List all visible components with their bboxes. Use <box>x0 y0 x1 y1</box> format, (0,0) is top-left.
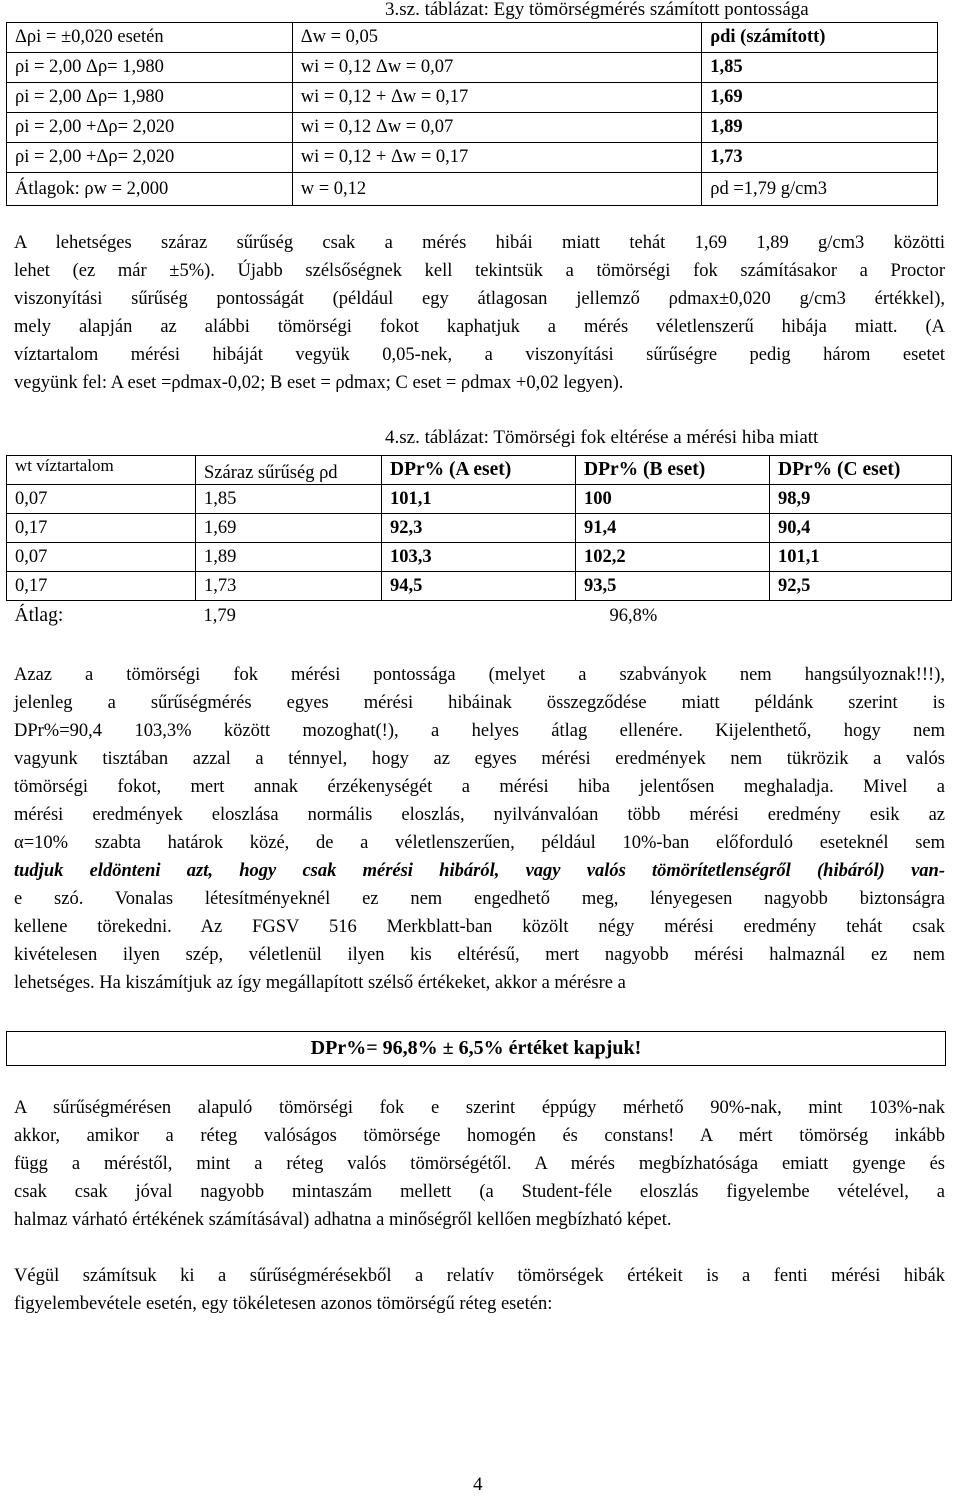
table1-row <box>7 83 938 113</box>
table1-row <box>7 113 938 143</box>
page-number: 4 <box>473 1474 483 1495</box>
table1-cell: ρi = 2,00 +Δρ= 2,020 <box>7 143 293 173</box>
table2-cell: 103,3 <box>382 543 576 572</box>
table1-row <box>7 53 938 83</box>
text-line: mely alapján az alábbi tömörségi fokot kaphatjuk a mérés véletlenszerű hibája miatt. (A <box>14 317 945 337</box>
table1-cell: wi = 0,12 + Δw = 0,17 <box>292 83 701 113</box>
table2-cell: 91,4 <box>576 514 770 543</box>
table1-cell: ρi = 2,00 +Δρ= 2,020 <box>7 113 293 143</box>
text-line: függ a méréstől, mint a réteg valós tömörségétől. A mérés megbízhatósága emiatt gyenge és <box>14 1154 945 1174</box>
table1-caption: 3.sz. táblázat: Egy tömörségmérés számított pontossága <box>385 0 809 20</box>
table2-caption: 4.sz. táblázat: Tömörségi fok eltérése a mérési hiba miatt <box>385 427 819 448</box>
table2-cell: 0,17 <box>7 572 196 601</box>
text-line: víztartalom mérési hibáját vegyük 0,05-nek, a viszonyítási sűrűségre pedig három esetet <box>14 345 945 365</box>
table2-row <box>7 514 952 543</box>
text-line: lehet (ez már ±5%). Újabb szélsőségnek kell tekintsük a tömörségi fok számításakor a Proctor <box>14 261 945 281</box>
table2-cell: 92,5 <box>770 572 952 601</box>
table1-header-cell: Δρi = ±0,020 esetén <box>7 23 293 53</box>
text-line: kivételesen ilyen szép, véletlenül ilyen kis eltérésű, mert nagyobb mérési halmaznál ez nem <box>14 945 945 965</box>
text-line: tömörségi fokot, mert annak érzékenységét a mérési hiba jelentősen meghaladja. Mivel a <box>14 777 945 797</box>
text-line: lehetséges. Ha kiszámítjuk az így megállapított szélső értékeket, akkor a mérésre a <box>14 973 626 993</box>
text-line: vegyünk fel: A eset =ρdmax-0,02; B eset = ρdmax; C eset = ρdmax +0,02 legyen). <box>14 373 624 393</box>
text-line: Végül számítsuk ki a sűrűségmérésekből a relatív tömörségek értékeit is a fenti mérési hibák <box>14 1266 945 1286</box>
table1-average-row <box>7 173 938 206</box>
table2-header-cell: DPr% (A eset) <box>382 456 576 485</box>
text-line: halmaz várható értékének számításával) adhatna a minőségről kellően megbízható képet. <box>14 1210 672 1230</box>
text-line: csak csak jóval nagyobb mintaszám mellett (a Student-féle eloszlás figyelembe vételével, a <box>14 1182 945 1202</box>
table2-cell: 0,07 <box>7 485 196 514</box>
table2-cell: 1,85 <box>196 485 382 514</box>
table2-cell: 0,07 <box>7 543 196 572</box>
table2-cell: 93,5 <box>576 572 770 601</box>
table2-header-cell: DPr% (B eset) <box>576 456 770 485</box>
table1-cell: wi = 0,12 Δw = 0,07 <box>292 53 701 83</box>
table1-avg-cell: Átlagok: ρw = 2,000 <box>7 173 293 206</box>
table2-row <box>7 485 952 514</box>
table1-header-cell: Δw = 0,05 <box>292 23 701 53</box>
paragraph-1 <box>14 229 945 397</box>
table2-average-row <box>7 601 952 632</box>
table1-cell: 1,89 <box>702 113 938 143</box>
text-line: α=10% szabta határok közé, de a véletlenszerűen, például 10%-ban előforduló eseteknél sem <box>14 833 945 853</box>
table1-avg-cell: ρd =1,79 g/cm3 <box>702 173 938 206</box>
table2-cell: 98,9 <box>770 485 952 514</box>
table1-avg-cell: w = 0,12 <box>292 173 701 206</box>
text-line: A lehetséges száraz sűrűség csak a mérés hibái miatt tehát 1,69 1,89 g/cm3 közötti <box>14 233 945 253</box>
text-line: jelenleg a sűrűségmérés egyes mérési hibáinak összegződése miatt példánk szerint is <box>14 693 945 713</box>
table2 <box>6 455 952 631</box>
text-line: akkor, amikor a réteg valóságos tömörsége homogén és constans! A mért tömörség inkább <box>14 1126 945 1146</box>
text-line: viszonyítási sűrűség pontosságát (például egy átlagosan jellemző ρdmax±0,020 g/cm3 értékkel), <box>14 289 945 309</box>
table1 <box>6 22 938 206</box>
table1-cell: wi = 0,12 Δw = 0,07 <box>292 113 701 143</box>
table2-cell: 102,2 <box>576 543 770 572</box>
table2-cell: 1,89 <box>196 543 382 572</box>
text-line: Azaz a tömörségi fok mérési pontossága (melyet a szabványok nem hangsúlyoznak!!!), <box>14 665 945 685</box>
table2-cell: 94,5 <box>382 572 576 601</box>
table2-row <box>7 543 952 572</box>
table2-cell: 100 <box>576 485 770 514</box>
table1-header-row <box>7 23 938 53</box>
paragraph-2 <box>14 661 945 997</box>
table1-cell: wi = 0,12 + Δw = 0,17 <box>292 143 701 173</box>
table1-header-cell: ρdi (számított) <box>702 23 938 53</box>
text-line: DPr%=90,4 103,3% között mozoghat(!), a helyes átlag ellenére. Kijelenthető, hogy nem <box>14 721 945 741</box>
table2-cell: 90,4 <box>770 514 952 543</box>
table2-row <box>7 572 952 601</box>
table1-cell: 1,73 <box>702 143 938 173</box>
table1-cell: ρi = 2,00 Δρ= 1,980 <box>7 53 293 83</box>
result-box: DPr%= 96,8% ± 6,5% értéket kapjuk! <box>6 1031 946 1066</box>
text-line: vagyunk tisztában azzal a ténnyel, hogy az egyes mérési eredmények nem tükrözik a valós <box>14 749 945 769</box>
text-line: figyelembevétele esetén, egy tökéletesen azonos tömörségű réteg esetén: <box>14 1294 553 1314</box>
table2-avg-cell: 96,8% <box>609 605 658 626</box>
table2-cell: 1,73 <box>196 572 382 601</box>
table2-cell: 1,69 <box>196 514 382 543</box>
table2-header-cell: wt víztartalom <box>7 456 196 485</box>
paragraph-4 <box>14 1262 945 1318</box>
table2-header-row <box>7 456 952 485</box>
table2-cell: 101,1 <box>770 543 952 572</box>
table1-row <box>7 143 938 173</box>
table2-cell: 101,1 <box>382 485 576 514</box>
text-line: tudjuk eldönteni azt, hogy csak mérési hibáról, vagy valós tömörítetlenségről (hibáról) van- <box>14 861 945 881</box>
table2-cell: 0,17 <box>7 514 196 543</box>
text-line: mérési eredmények eloszlása normális eloszlás, nyilvánvalóan több mérési eredmény esik az <box>14 805 945 825</box>
table2-header-cell: DPr% (C eset) <box>770 456 952 485</box>
text-line: e szó. Vonalas létesítményeknél ez nem engedhető meg, lényegesen nagyobb biztonságra <box>14 889 945 909</box>
table2-avg-cell: Átlag: <box>14 605 64 626</box>
table2-cell: 92,3 <box>382 514 576 543</box>
paragraph-3 <box>14 1094 945 1234</box>
table2-avg-cell: 1,79 <box>203 605 236 626</box>
table1-cell: 1,69 <box>702 83 938 113</box>
table1-cell: 1,85 <box>702 53 938 83</box>
table1-cell: ρi = 2,00 Δρ= 1,980 <box>7 83 293 113</box>
table2-header-cell: Száraz sűrűség ρd <box>196 456 382 485</box>
text-line: kellene törekedni. Az FGSV 516 Merkblatt-ban közölt négy mérési eredmény tehát csak <box>14 917 945 937</box>
text-line: A sűrűségmérésen alapuló tömörségi fok e szerint éppúgy mérhető 90%-nak, mint 103%-nak <box>14 1098 945 1118</box>
